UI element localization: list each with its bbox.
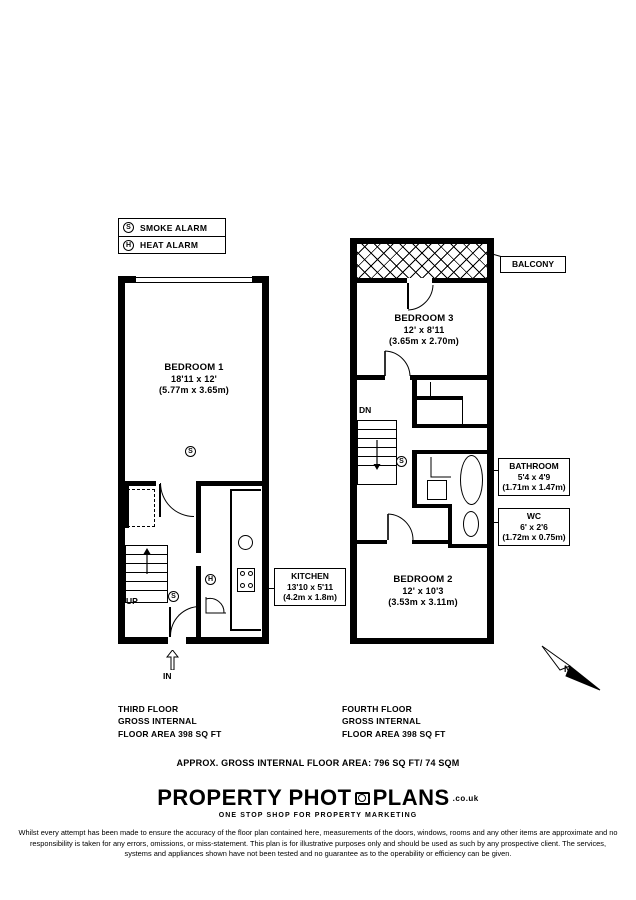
room-dim-imperial: 6' x 2'6	[520, 521, 548, 532]
brand-word-2: PLANS	[372, 785, 450, 810]
room-dim-imperial: 12' x 10'3	[402, 585, 444, 596]
disclaimer-text: Whilst every attempt has been made to ensure the accuracy of the floor plan contained here, measurements of the doors, windows, rooms and any other items are approximate and no responsibility is taken for any errors, omissions, or miss-statement. This plan is for illustrative purposes only and should be used as such by any prospective client. The services, systems and appliances shown have not been tested and no guarantee as to the operability or efficiency can be given.	[18, 828, 618, 859]
wall-bathroom-top	[412, 450, 487, 454]
brand-logo	[0, 785, 636, 819]
wall-divider-bed1-left	[125, 481, 156, 486]
stair-tread	[125, 581, 168, 582]
room-dim-metric: (1.71m x 1.47m)	[502, 482, 566, 493]
door-arc-bedroom3	[384, 350, 412, 378]
kitchen-counter-bottom	[230, 629, 261, 631]
wall-bed2-top-left	[357, 540, 387, 544]
room-dim-imperial: 18'11 x 12'	[170, 373, 218, 384]
smoke-alarm-icon: S	[185, 446, 196, 457]
floor-name: THIRD FLOOR	[118, 704, 179, 714]
callout-leader-bathroom	[487, 470, 498, 471]
floor-note-line3: FLOOR AREA 398 SQ FT	[118, 728, 222, 739]
door-leaf-entrance	[169, 607, 171, 637]
hob-ring-icon	[248, 571, 253, 576]
room-dim-metric: (3.53m x 3.11m)	[388, 596, 458, 607]
floor-name: FOURTH FLOOR	[342, 704, 412, 714]
stair-down-arrow-icon	[370, 440, 384, 470]
brand-word-1: PROPERTY PHOT	[157, 785, 352, 810]
kitchen-sink-icon	[238, 535, 253, 550]
wall-bottom-left	[118, 637, 168, 644]
floor-note-line2: GROSS INTERNAL	[118, 716, 197, 727]
total-area-line: APPROX. GROSS INTERNAL FLOOR AREA: 796 SQ FT/ 74 SQM	[176, 758, 460, 768]
kitchen-counter-edge	[230, 490, 232, 630]
legend-label-smoke-alarm: SMOKE ALARM	[140, 222, 208, 233]
entrance-arrow-icon	[166, 650, 179, 670]
window-top-outer	[136, 277, 252, 278]
hob-ring-icon	[248, 583, 253, 588]
callout-leader-wc	[487, 522, 498, 523]
stair-tread	[357, 429, 397, 430]
smoke-alarm-icon: S	[168, 591, 179, 602]
wall-hall-bottom	[412, 540, 448, 544]
callout-bathroom	[498, 458, 570, 496]
callout-wc	[498, 508, 570, 546]
wall-divider-bed1-right	[196, 481, 262, 486]
compass-label: N	[564, 664, 571, 674]
wall-balcony-divider-right	[432, 278, 487, 283]
wall-wc-bottom	[448, 544, 487, 548]
wall-cupboard-bottom	[417, 424, 487, 428]
heat-alarm-marker	[205, 568, 216, 583]
wall-cupboard-shelf	[417, 396, 463, 400]
room-name: BEDROOM 2	[393, 574, 453, 585]
cupboard-divider	[430, 382, 431, 396]
wall-bottom-4f	[350, 638, 494, 644]
wall-bathroom-left	[412, 450, 417, 508]
alarm-legend	[118, 218, 226, 254]
room-dim-imperial: 12' x 8'11	[403, 324, 445, 335]
entrance-label: IN	[163, 671, 172, 681]
wall-hall-vertical	[196, 481, 201, 553]
wall-bed3-bottom-left	[357, 375, 385, 380]
wall-landing-vertical	[412, 380, 417, 428]
brand-tagline: ONE STOP SHOP FOR PROPERTY MARKETING	[218, 812, 418, 819]
room-dim-metric: (4.2m x 1.8m)	[283, 592, 337, 603]
room-name: BEDROOM 1	[164, 362, 224, 373]
wall-bed3-bottom-right	[410, 375, 487, 380]
room-dim-imperial: 13'10 x 5'11	[286, 581, 334, 592]
callout-leader-kitchen	[262, 588, 274, 589]
cupboard-outline	[127, 489, 155, 527]
door-leaf-bedroom1	[159, 484, 161, 517]
door-arc-bedroom2	[386, 512, 414, 542]
stair-label-up: UP	[126, 596, 138, 606]
kitchen-appliance-arc	[205, 596, 227, 614]
smoke-alarm-icon: S	[123, 222, 134, 233]
stair-tread	[357, 438, 397, 439]
wall-wc-left	[448, 504, 452, 548]
smoke-alarm-icon: S	[396, 456, 407, 467]
third-floor-note	[118, 703, 222, 740]
room-label-bedroom-3	[360, 313, 488, 347]
floor-note-line3: FLOOR AREA 398 SQ FT	[342, 728, 446, 739]
compass-rose	[536, 640, 606, 695]
wall-top-right-stub	[252, 276, 269, 283]
stair-up-arrow-icon	[140, 548, 154, 574]
legend-row-heat-alarm	[119, 236, 225, 253]
wall-bathroom-bottom	[412, 504, 452, 508]
door-arc-bedroom1	[160, 483, 194, 517]
heat-alarm-icon: H	[205, 574, 216, 585]
balcony-area	[357, 244, 487, 278]
wall-balcony-divider-left	[357, 278, 407, 283]
kitchen-counter-top	[230, 489, 261, 491]
shower-icon	[430, 456, 452, 478]
room-label-bedroom-1	[134, 362, 254, 396]
window-top-inner	[136, 282, 252, 283]
smoke-alarm-marker	[396, 450, 407, 465]
stair-tread	[125, 590, 168, 591]
camera-icon	[355, 792, 370, 805]
washbasin-unit	[427, 480, 447, 500]
door-arc-entrance	[170, 606, 200, 636]
smoke-alarm-marker	[185, 440, 196, 455]
heat-alarm-icon: H	[123, 240, 134, 251]
wall-right-outer-4f	[487, 238, 494, 644]
callout-balcony	[500, 256, 566, 273]
wall-bottom-right	[186, 637, 269, 644]
smoke-alarm-marker	[168, 585, 179, 600]
callout-kitchen	[274, 568, 346, 606]
room-name: BATHROOM	[509, 461, 559, 471]
legend-label-heat-alarm: HEAT ALARM	[140, 240, 199, 250]
room-name: BALCONY	[511, 259, 555, 269]
wall-left-outer	[118, 276, 125, 644]
room-dim-imperial: 5'4 x 4'9	[517, 471, 551, 482]
room-name: WC	[526, 511, 542, 521]
hob-ring-icon	[240, 583, 245, 588]
room-name: BEDROOM 3	[394, 313, 454, 324]
stair-label-dn: DN	[359, 405, 372, 415]
room-name: KITCHEN	[291, 571, 329, 581]
wall-top-left-stub	[118, 276, 136, 283]
hob-ring-icon	[240, 571, 245, 576]
room-dim-metric: (1.72m x 0.75m)	[502, 532, 566, 543]
bathtub-icon	[460, 455, 483, 505]
room-dim-metric: (3.65m x 2.70m)	[388, 335, 460, 346]
legend-row-smoke-alarm	[119, 219, 225, 236]
room-dim-metric: (5.77m x 3.65m)	[158, 384, 230, 395]
fourth-floor-note	[342, 703, 446, 740]
wc-pan-icon	[463, 511, 479, 537]
room-label-bedroom-2	[358, 574, 488, 608]
cupboard-wall	[125, 486, 129, 528]
floor-note-line2: GROSS INTERNAL	[342, 716, 421, 727]
brand-suffix: .co.uk	[452, 793, 479, 803]
balcony-door-arc	[407, 283, 435, 311]
cupboard-divider	[462, 397, 463, 424]
wall-left-outer-4f	[350, 238, 357, 644]
